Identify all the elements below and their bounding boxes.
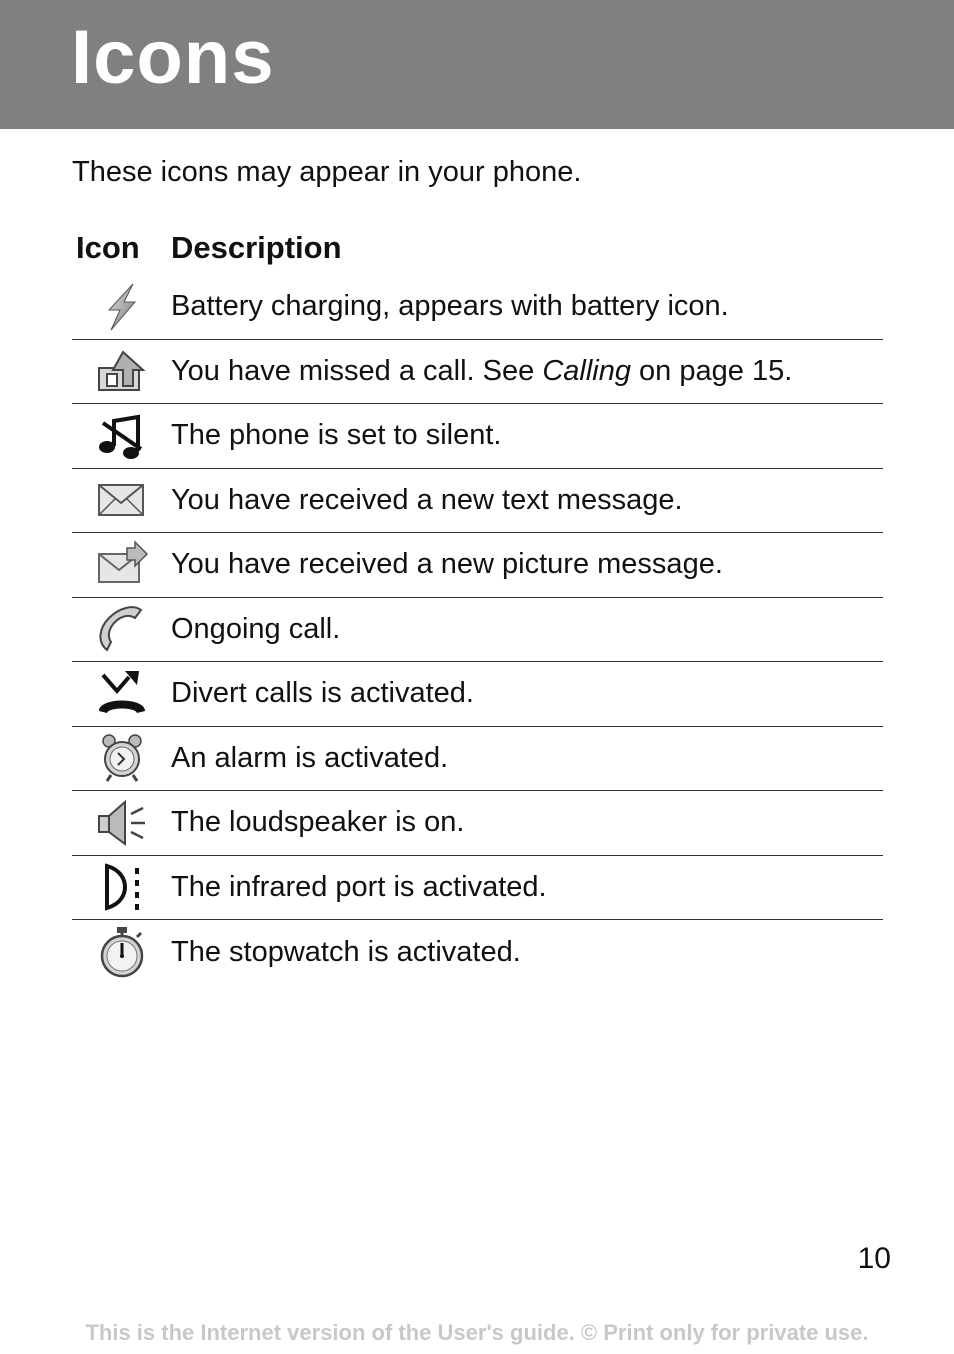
table-row [72,791,883,856]
table-row [72,404,883,469]
text-message-icon [72,473,171,527]
table-row [72,533,883,598]
cross-reference-calling: Calling [542,354,631,387]
table-header [72,220,883,275]
row-description: Divert calls is activated. [171,677,474,710]
row-description: An alarm is activated. [171,741,449,774]
intro-text: These icons may appear in your phone. [72,156,582,188]
column-header-description: Description [171,229,342,265]
ongoing-call-icon [72,602,171,656]
page-title: Icons [71,15,275,100]
row-description: Battery charging, appears with battery icon. [171,290,729,323]
table-row [72,662,883,727]
silent-icon [72,409,171,463]
icons-table [72,220,883,985]
row-description: The infrared port is activated. [171,870,547,903]
loudspeaker-icon [72,796,171,850]
alarm-icon [72,731,171,785]
column-header-icon: Icon [76,229,140,265]
divert-calls-icon [72,667,171,721]
row-description: Ongoing call. [171,612,341,645]
footer-notice: This is the Internet version of the User's guide. © Print only for private use. [85,1320,869,1345]
page-number: 10 [857,1242,891,1275]
table-row [72,856,883,921]
picture-message-icon [72,538,171,592]
stopwatch-icon [72,925,171,979]
row-description: You have received a new picture message. [171,548,723,581]
table-row [72,340,883,405]
row-description: You have missed a call. See Calling on page 15. [171,354,793,387]
row-description: You have received a new text message. [171,483,683,516]
page-header [0,0,954,129]
table-row [72,469,883,534]
missed-call-icon [72,344,171,398]
row-description: The phone is set to silent. [171,419,502,452]
row-description: The stopwatch is activated. [171,935,521,968]
table-row [72,727,883,792]
table-row [72,275,883,340]
row-description: The loudspeaker is on. [171,806,465,839]
table-row [72,598,883,663]
table-row [72,920,883,985]
infrared-icon [72,860,171,914]
battery-charging-icon [72,280,171,334]
